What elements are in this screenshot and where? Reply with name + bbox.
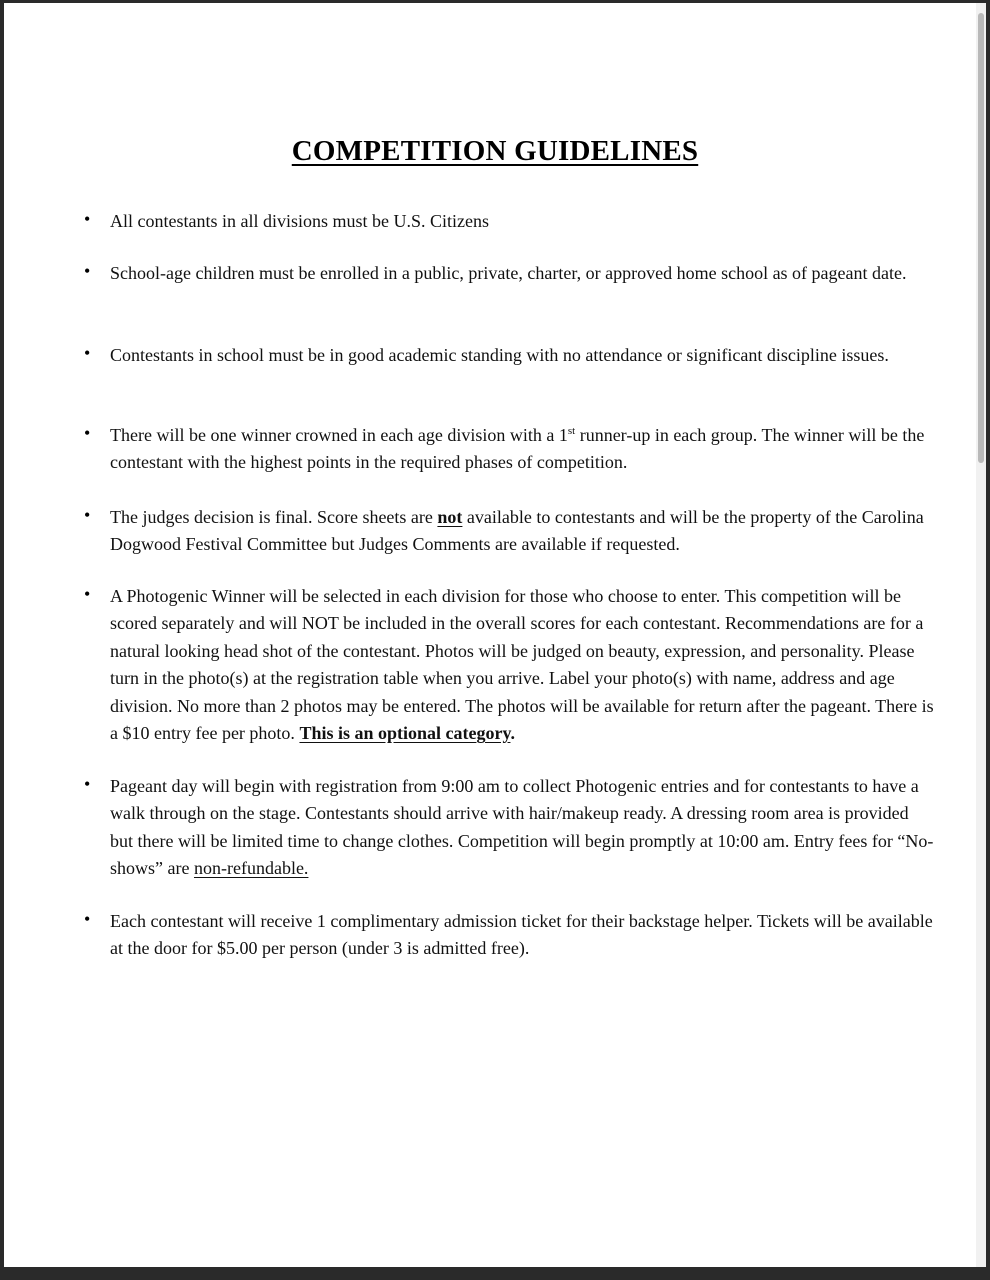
item-text-continued: runner-up in each group. The winner will be the contestant with the highest points in the required phases of competition. — [110, 425, 925, 473]
vertical-scrollbar[interactable] — [976, 3, 986, 1267]
emphasis-not: not — [437, 507, 463, 527]
bullet-icon: • — [84, 909, 91, 929]
bullet-icon: • — [84, 774, 91, 794]
ordinal-suffix: st — [567, 425, 576, 437]
bullet-icon: • — [84, 261, 91, 281]
item-text: There will be one winner crowned in each age division with a 1 — [110, 425, 568, 445]
list-item — [84, 583, 936, 747]
emphasis-optional-category: This is an optional category — [299, 723, 511, 744]
item-text: School-age children must be enrolled in a public, private, charter, or approved home school as of pageant date. — [110, 263, 907, 283]
item-text: All contestants in all divisions must be U.S. Citizens — [110, 211, 489, 231]
emphasis-non-refundable: non-refundable. — [193, 858, 309, 879]
bullet-icon: • — [84, 343, 91, 363]
scrollbar-thumb[interactable] — [978, 13, 984, 463]
item-text-continued: . — [510, 723, 515, 744]
list-item — [84, 422, 936, 477]
item-text-continued: available to contestants and will be the property of the Carolina Dogwood Festival Committee but Judges Comments are available if requested. — [110, 507, 924, 555]
document-page — [4, 3, 986, 1267]
page-title — [4, 135, 986, 168]
item-text: The judges decision is final. Score sheets are — [110, 507, 438, 527]
list-item — [84, 208, 936, 235]
item-text: Pageant day will begin with registration from 9:00 am to collect Photogenic entries and for contestants to have a walk through on the stage. Contestants should arrive with hair/makeup ready. A dressing room area is provided but there will be limited time to change clothes. Competition will begin promptly at 10:00 am. Entry fees for “No-shows” are — [110, 776, 934, 879]
bullet-icon: • — [84, 209, 91, 229]
page-title-text: COMPETITION GUIDELINES — [291, 135, 699, 167]
bullet-icon: • — [84, 584, 91, 604]
item-text: Contestants in school must be in good academic standing with no attendance or significant discipline issues. — [110, 345, 889, 365]
list-item — [84, 342, 936, 369]
bullet-icon: • — [84, 505, 91, 525]
bullet-icon: • — [84, 423, 91, 443]
item-text: Each contestant will receive 1 complimentary admission ticket for their backstage helper. Tickets will be available at the door for $5.00 per person (under 3 is admitted free). — [110, 911, 933, 959]
list-item — [84, 504, 936, 559]
list-item — [84, 773, 936, 883]
list-item — [84, 260, 936, 287]
item-text: A Photogenic Winner will be selected in each division for those who choose to enter. This competition will be scored separately and will NOT be included in the overall scores for each contestant. Recommendations are for a natural looking head shot of the contestant. Photos will be judged on beauty, expression, and personality. Please turn in the photo(s) at the registration table when you arrive. Label your photo(s) with name, address and age division. No more than 2 photos may be entered. The photos will be available for return after the pageant. There is a $10 entry fee per photo. — [110, 586, 934, 744]
list-item — [84, 908, 936, 963]
